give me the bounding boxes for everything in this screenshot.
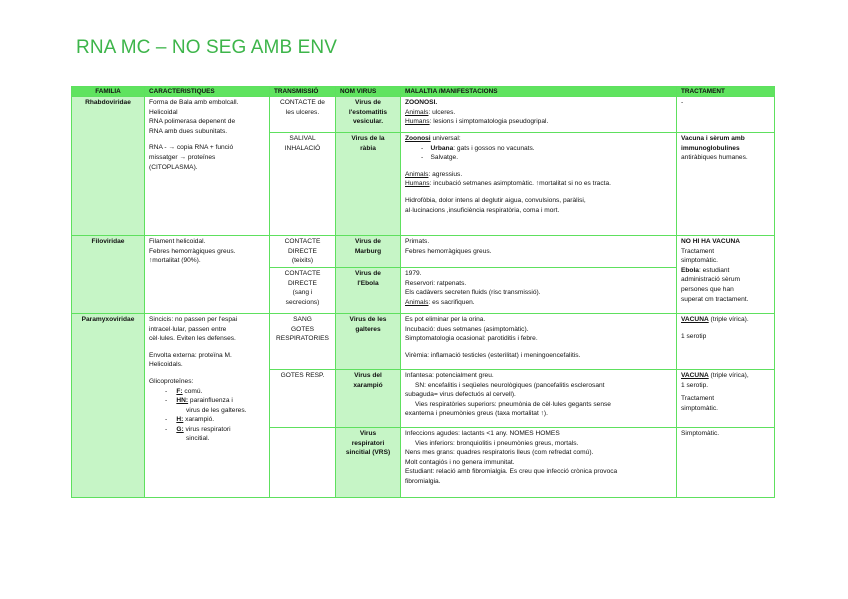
transmission-cell: CONTACTE DIRECTE (teixits) <box>270 236 336 268</box>
treatment-cell: NO HI HA VACUNA Tractament simptomàtic. Ebola: estudiant administració sèrum persones que han superat cm tractament. <box>677 236 775 314</box>
virus-name-cell: Virus del xarampió <box>336 370 401 428</box>
table-row <box>72 236 775 268</box>
manifestations-cell: 1979. Reservori: ratpenats. Els cadàvers secreten fluids (risc transmissió). Animals: es sacrifiquen. <box>401 268 677 314</box>
family-cell: Rhabdoviridae <box>72 97 145 236</box>
virus-name-cell: Virus de l'estomatitis vesicular. <box>336 97 401 133</box>
manifestations-cell: Es pot eliminar per la orina. Incubació: dues setmanes (asimptomàtic). Simptomatologia ocasional: parotiditis i febre. Virèmia: inflamació testicles (esterilitat) i meningoencefalitis. <box>401 314 677 370</box>
virus-name-cell: Virus de Marburg <box>336 236 401 268</box>
transmission-cell: SALIVAL INHALACIÓ <box>270 133 336 236</box>
table-row <box>72 314 775 370</box>
header-transmissio: TRANSMISSIÓ <box>270 87 336 97</box>
family-cell: Filoviridae <box>72 236 145 314</box>
virus-name-cell: Virus de l'Ebola <box>336 268 401 314</box>
virus-name-cell: Virus de les galteres <box>336 314 401 370</box>
characteristics-cell: Filament helicoidal. Febres hemorràgiques greus. ↑mortalitat (90%). <box>145 236 270 314</box>
transmission-cell: CONTACTE DIRECTE (sang i secrecions) <box>270 268 336 314</box>
treatment-cell: Vacuna i sèrum amb immunoglobulines antiràbiques humanes. <box>677 133 775 236</box>
family-cell: Paramyxoviridae <box>72 314 145 498</box>
manifestations-cell: Zoonosi universal: - Urbana: gats i gossos no vacunats. - Salvatge. Animals: agressius. Humans: incubació setmanes asimptomàtic. ↑mortalitat si no es tracta. Hidrofòbia, dolor intens al deglutir aigua, convulsions, paràlisi, al·lucinacions ,insuficiència respiratòria, coma i mort. <box>401 133 677 236</box>
table-row <box>72 97 775 133</box>
treatment-cell: VACUNA (triple vírica). 1 serotip <box>677 314 775 370</box>
characteristics-cell: Forma de Bala amb embolcall. Helicoidal RNA polimerasa depenent de RNA amb dues subunitats. RNA - → copia RNA + funció missatger → proteïnes (CITOPLASMA). <box>145 97 270 236</box>
transmission-cell: CONTACTE de les ulceres. <box>270 97 336 133</box>
manifestations-cell: ZOONOSI. Animals: ulceres. Humans: lesions i simptomatologia pseudogripal. <box>401 97 677 133</box>
characteristics-cell: Sincicis: no passen per l'espai intracel·lular, passen entre cèl·lules. Eviten les defenses. Envolta externa: proteïna M. Helicoidals. Glicoproteïnes: - F: comú. - HN: parainfluenza i virus de les galteres. - H: xarampió. - G: virus respiratori sincitial. <box>145 314 270 498</box>
page-title: RNA MC – NO SEG AMB ENV <box>76 37 337 58</box>
treatment-cell: - <box>677 97 775 133</box>
manifestations-cell: Infeccions agudes: lactants <1 any. NOMES HOMES Vies inferiors: bronquiolitis i pneumònies greus, mortals. Nens mes grans: quadres respiratoris lleus (com refredat comú). Molt contagiós i no genera immunitat. Estudiant: relació amb fibromialgia. Es creu que infecció crònica provoca fibromialgia. <box>401 428 677 498</box>
manifestations-cell: Infantesa: potencialment greu. SN: encefalitis i seqüeles neurològiques (pancefalitis esclerosant subaguda= virus defectuós al cervell). Vies respiratòries superiors: pneumònia de cèl·lules gegants sense exantema i pneumònies greus (taxa mortalitat ↑). <box>401 370 677 428</box>
treatment-cell: Simptomàtic. <box>677 428 775 498</box>
header-nom-virus: NOM VIRUS <box>336 87 401 97</box>
virus-name-cell: Virus respiratori sincitial (VRS) <box>336 428 401 498</box>
header-caracteristiques: CARACTERISTIQUES <box>145 87 270 97</box>
header-familia: FAMILIA <box>72 87 145 97</box>
virus-name-cell: Virus de la ràbia <box>336 133 401 236</box>
virus-table <box>71 86 775 498</box>
transmission-cell <box>270 428 336 498</box>
table-header-row <box>72 87 775 97</box>
manifestations-cell: Primats. Febres hemorràgiques greus. <box>401 236 677 268</box>
treatment-cell: VACUNA (triple vírica), 1 serotip. Tractament simptomàtic. <box>677 370 775 428</box>
transmission-cell: SANG GOTES RESPIRATORIES <box>270 314 336 370</box>
header-malaltia: MALALTIA /MANIFESTACIONS <box>401 87 677 97</box>
transmission-cell: GOTES RESP. <box>270 370 336 428</box>
header-tractament: TRACTAMENT <box>677 87 775 97</box>
